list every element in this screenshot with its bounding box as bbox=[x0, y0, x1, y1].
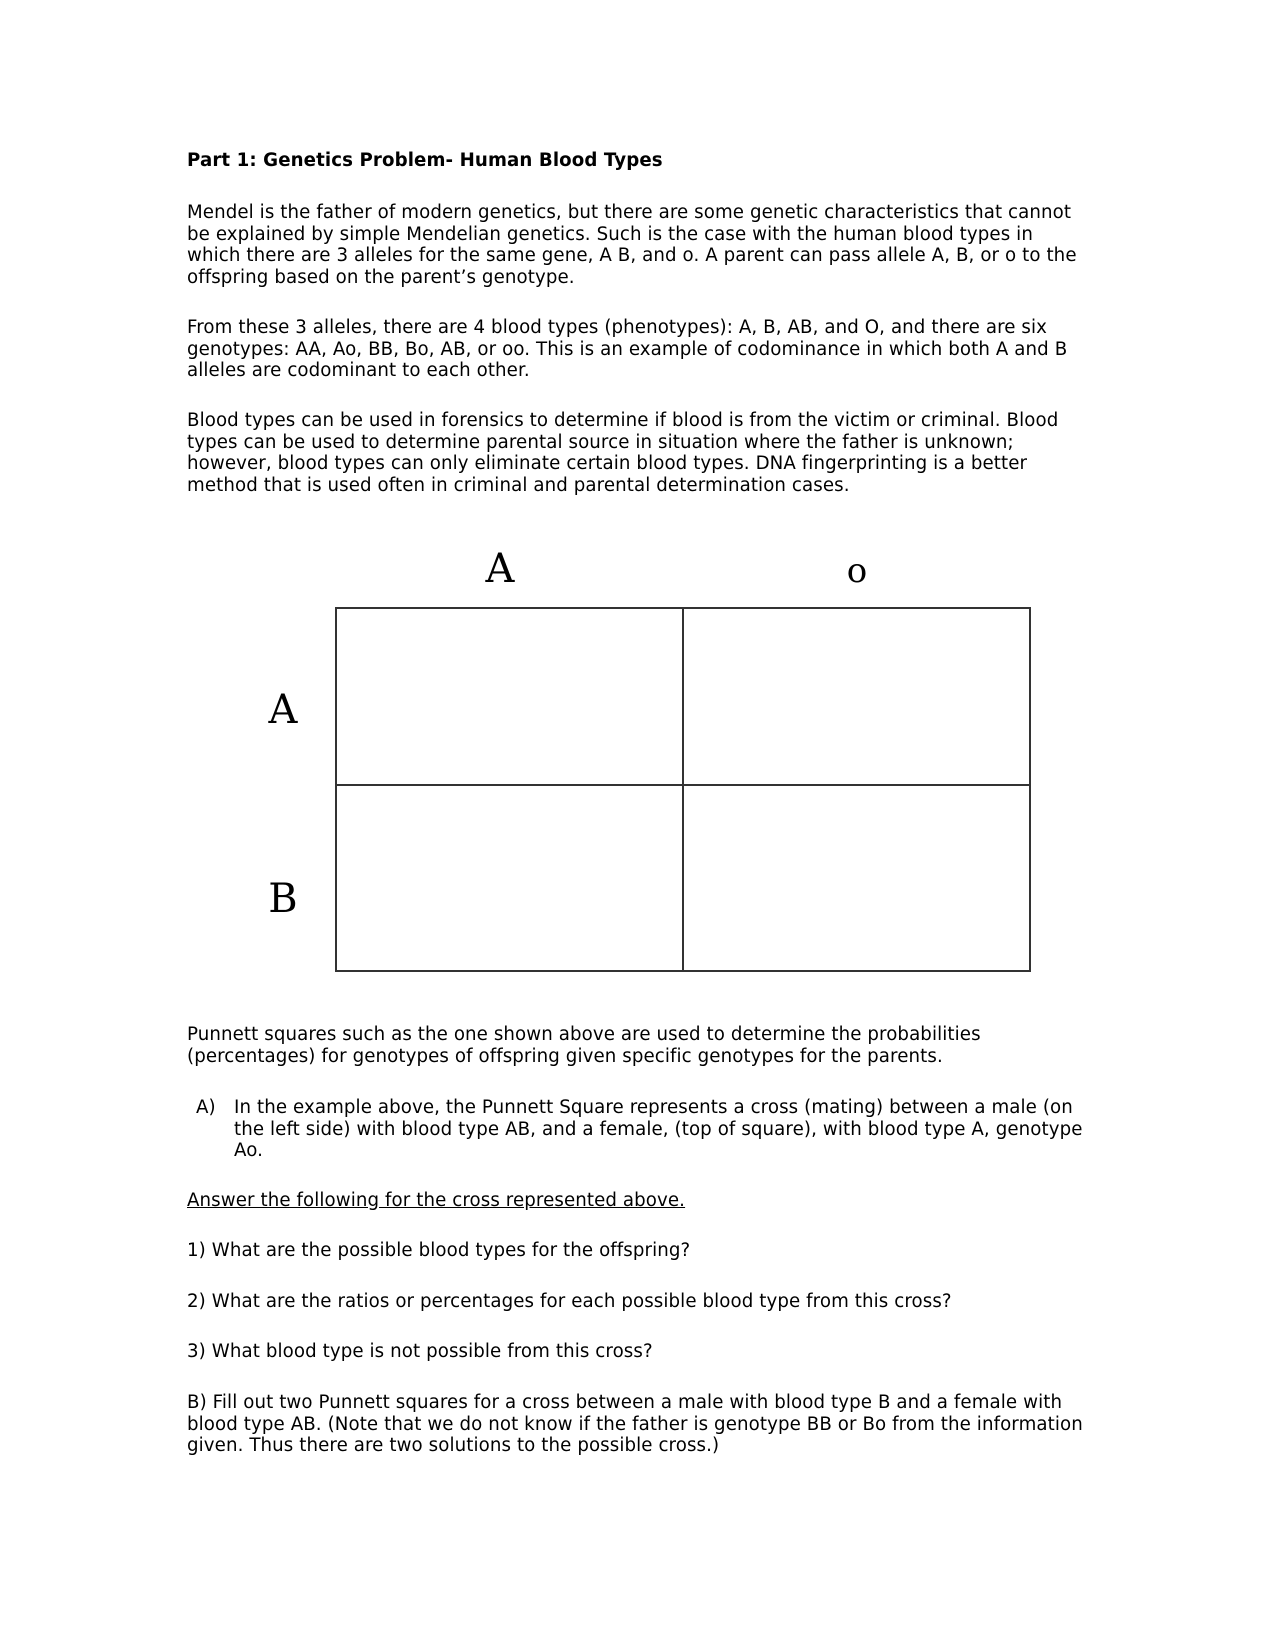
answer-heading: Answer the following for the cross represented above. bbox=[187, 1190, 686, 1211]
alleles-paragraph: From these 3 alleles, there are 4 blood types (phenotypes): A, B, AB, and O, and there are six genotypes: AA, Ao, BB, Bo, AB, or oo. This is an example of codominance in which both A and B alleles are codominant to each other. bbox=[187, 317, 1068, 381]
section-heading: Part 1: Genetics Problem- Human Blood Types bbox=[187, 150, 663, 171]
item-b: B) Fill out two Punnett squares for a cross between a male with blood type B and a female with blood type AB. (Note that we do not know if the father is genotype BB or Bo from the information given. Thus there are two solutions to the possible cross.) bbox=[187, 1392, 1083, 1456]
punnett-cell bbox=[684, 786, 1029, 970]
question-2: 2) What are the ratios or percentages for each possible blood type from this cross? bbox=[187, 1291, 952, 1312]
punnett-grid bbox=[335, 607, 1031, 972]
item-a-text: In the example above, the Punnett Square represents a cross (mating) between a male (on the left side) with blood type AB, and a female, (top of square), with blood type A, genotype Ao. bbox=[234, 1097, 1083, 1161]
punnett-cell bbox=[684, 609, 1029, 786]
top-allele-1: A bbox=[485, 546, 515, 592]
left-allele-1: A bbox=[268, 687, 298, 733]
item-a bbox=[196, 1097, 1086, 1162]
forensics-paragraph: Blood types can be used in forensics to determine if blood is from the victim or criminal. Blood types can be used to determine parental source in situation where the father is unknown; however, blood types can only eliminate certain blood types. DNA fingerprinting is a better method that is used often in criminal and parental determination cases. bbox=[187, 410, 1059, 496]
punnett-cell bbox=[337, 609, 684, 786]
intro-paragraph: Mendel is the father of modern genetics, but there are some genetic characteristics that cannot be explained by simple Mendelian genetics. Such is the case with the human blood types in which there are 3 alleles for the same gene, A B, and o. A parent can pass allele A, B, or o to the offspring based on the parent’s genotype. bbox=[187, 202, 1077, 288]
question-3: 3) What blood type is not possible from this cross? bbox=[187, 1341, 653, 1362]
left-allele-2: B bbox=[268, 876, 298, 922]
item-a-marker: A) bbox=[196, 1097, 216, 1118]
question-1: 1) What are the possible blood types for the offspring? bbox=[187, 1240, 691, 1261]
punnett-cell bbox=[337, 786, 684, 970]
top-allele-2: o bbox=[846, 551, 868, 591]
punnett-explanation-paragraph: Punnett squares such as the one shown above are used to determine the probabilities (percentages) for genotypes of offspring given specific genotypes for the parents. bbox=[187, 1024, 981, 1067]
